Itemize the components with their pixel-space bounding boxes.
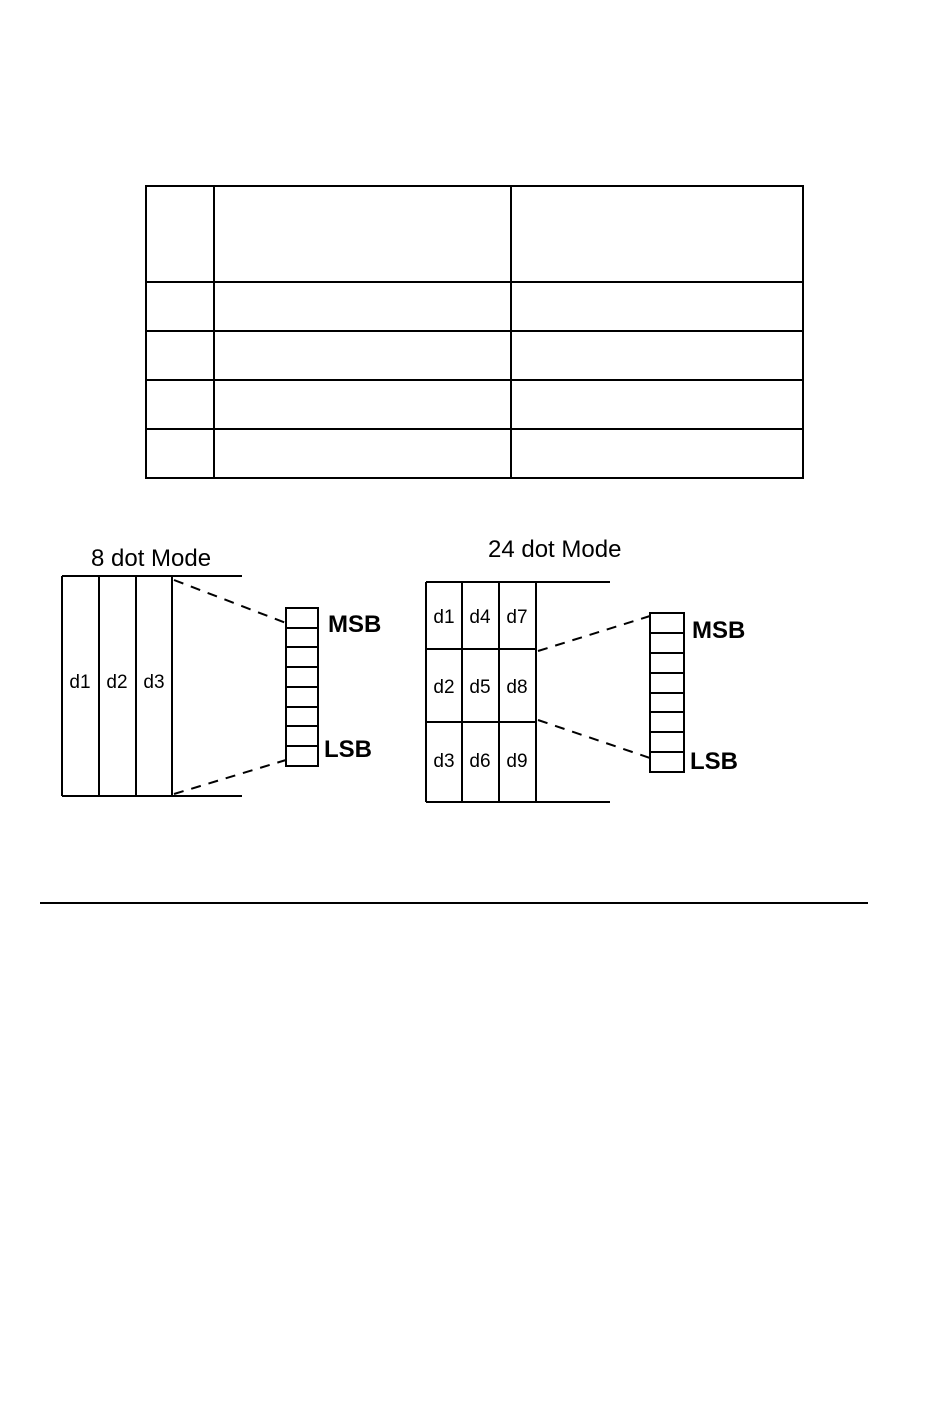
table-cell	[511, 429, 803, 478]
table-cell	[511, 380, 803, 429]
twentyfour-dot-cell-d4: d4	[469, 607, 491, 628]
twentyfour-dot-bit-column	[650, 613, 684, 772]
twentyfour-dot-cell-d9: d9	[506, 751, 528, 772]
table-row	[146, 380, 803, 429]
table-row	[146, 331, 803, 380]
twentyfour-dot-cell-d8: d8	[506, 677, 528, 698]
table-row	[146, 429, 803, 478]
eight-dot-cell-d2: d2	[106, 672, 128, 693]
table-cell	[511, 186, 803, 282]
blank-table	[145, 185, 804, 479]
table-cell	[214, 429, 511, 478]
twentyfour-dot-cell-d5: d5	[469, 677, 491, 698]
table-cell	[214, 282, 511, 331]
twentyfour-dot-lsb-label: LSB	[690, 748, 738, 775]
table-cell	[146, 429, 214, 478]
eight-dot-bit-column	[286, 608, 318, 766]
eight-dot-zoom-lines	[174, 580, 286, 794]
twentyfour-dot-cell-d6: d6	[469, 751, 491, 772]
table-cell	[214, 380, 511, 429]
eight-dot-cell-d1: d1	[69, 672, 91, 693]
twentyfour-dot-cell-d1: d1	[433, 607, 455, 628]
table-cell	[146, 282, 214, 331]
table-cell	[214, 331, 511, 380]
twentyfour-dot-cell-d3: d3	[433, 751, 455, 772]
eight-dot-cell-d3: d3	[143, 672, 165, 693]
bit-image-mode-figure	[40, 530, 760, 820]
table-cell	[146, 186, 214, 282]
twentyfour-dot-cell-d2: d2	[433, 677, 455, 698]
table-cell	[511, 282, 803, 331]
eight-dot-msb-label: MSB	[328, 611, 382, 638]
table-cell	[146, 331, 214, 380]
twentyfour-dot-title: 24 dot Mode	[488, 536, 622, 563]
eight-dot-lsb-label: LSB	[324, 736, 372, 763]
table-cell	[214, 186, 511, 282]
bit-image-mode-diagram	[40, 530, 760, 820]
horizontal-divider	[40, 902, 868, 904]
twentyfour-dot-zoom-lines	[538, 616, 650, 758]
twentyfour-dot-msb-label: MSB	[692, 617, 746, 644]
table-row	[146, 282, 803, 331]
twentyfour-dot-cell-d7: d7	[506, 607, 528, 628]
table-header-row	[146, 186, 803, 282]
table-cell	[146, 380, 214, 429]
table-cell	[511, 331, 803, 380]
eight-dot-title: 8 dot Mode	[91, 545, 212, 572]
